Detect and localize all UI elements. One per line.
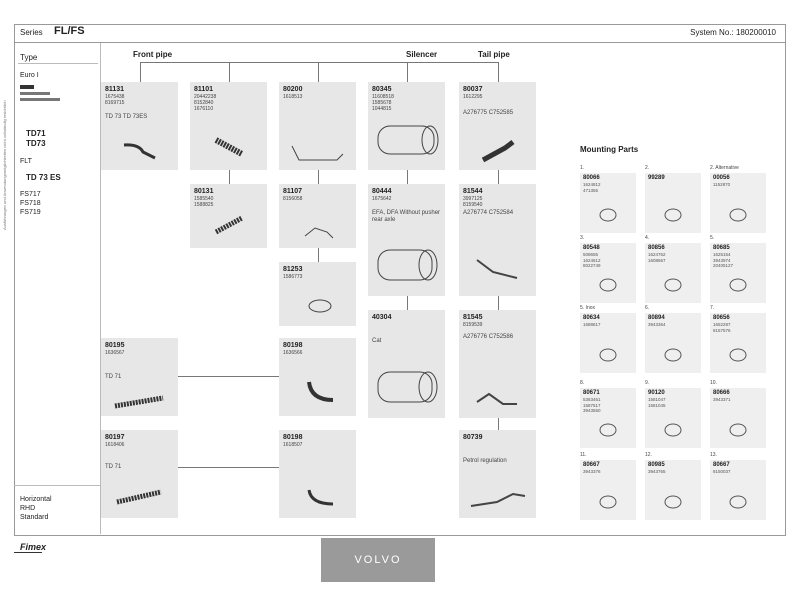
part-number: 80200 [283,86,303,93]
mounting-part-number: 80066 [583,175,600,181]
part-note: A276775 C752585 [463,110,514,116]
part-card-81253[interactable] [279,262,356,326]
part-card-81107[interactable] [279,184,356,248]
part-codes: 1585540 1588825 [194,196,214,208]
mounting-part-codes: 3943364 [648,322,666,327]
catalyst-icon [372,362,442,414]
part-note: TD 71 [105,374,122,380]
brand-label: VOLVO [321,538,435,582]
mounting-part-number: 80667 [713,462,730,468]
part-codes: 1618513 [283,94,303,100]
part-card-81131[interactable] [101,82,178,170]
part-note: Petrol regulation [463,458,507,464]
part-card-40304[interactable] [368,310,445,418]
mounting-part-icon [726,275,750,295]
bent-pipe-icon [303,378,339,406]
front-pipe-heading: Front pipe [133,50,173,59]
part-codes: 8159539 [463,322,483,328]
mounting-part-icon [661,492,685,512]
mounting-item-number: 13. [710,452,717,458]
orientation-label: Horizontal [20,496,52,503]
mounting-part-codes: 1652287 8157576 [713,322,731,333]
mounting-parts-title: Mounting Parts [580,145,639,154]
mounting-item-number: 2. [645,165,650,171]
part-note: A276774 C752584 [463,210,514,216]
mounting-part-card[interactable] [710,452,766,520]
part-note: TD 71 [105,464,122,470]
part-number: 80345 [372,86,392,93]
part-card-80197[interactable] [101,430,178,518]
mounting-part-icon [596,345,620,365]
part-codes: 1586773 [283,274,303,280]
part-number: 81131 [105,86,125,93]
mounting-item-number: 9. [645,380,650,386]
part-number: 80198 [283,342,303,349]
mounting-part-number: 00056 [713,175,730,181]
tail-pipe-icon [467,486,529,512]
part-number: 80131 [194,188,214,195]
mounting-part-codes: 1625154 3943974 20405127 [713,252,734,268]
mounting-item-number: 7. [710,305,715,311]
mounting-part-card[interactable] [645,452,701,520]
mounting-part-icon [661,345,685,365]
mounting-part-number: 80894 [648,315,665,321]
mounting-part-number: 80671 [583,390,600,396]
divider [18,63,98,64]
mounting-part-codes: 1152870 [713,182,731,187]
flex-pipe-icon [212,212,252,238]
mounting-part-codes: 5363461 1587517 3943550 [583,397,601,413]
mounting-part-icon [726,205,750,225]
mounting-part-codes: 1581047 1581045 [648,397,666,408]
part-codes: 20442238 8152840 1676110 [194,94,217,112]
part-number: 80037 [463,86,483,93]
flt-label: FLT [20,158,32,165]
part-codes: 3997125 8159540 [463,196,483,208]
connector-line [140,62,498,63]
mounting-part-card[interactable] [580,452,636,520]
silencer-icon [372,114,442,164]
mounting-part-icon [596,205,620,225]
part-card-80444[interactable] [368,184,445,296]
connector-line [229,170,230,184]
mounting-part-card[interactable] [710,380,766,448]
connector-line [178,376,280,377]
part-number: 80197 [105,434,125,441]
part-card-80198-b[interactable] [279,430,356,518]
mounting-item-number: 5. Inox [580,305,596,311]
part-codes: 1618406 [105,442,125,448]
mounting-part-number: 80666 [713,390,730,396]
part-number: 80739 [463,434,483,441]
part-note: Cat [372,338,382,344]
mounting-part-codes: 8150037 [713,469,731,474]
part-codes: 1636567 [105,350,125,356]
mounting-part-icon [596,420,620,440]
bent-pipe-icon [303,486,339,510]
part-codes: 1675438 8169715 [105,94,125,106]
mounting-item-number: 10. [710,380,717,386]
td71-label: TD71 [26,129,46,138]
silencer-icon [372,240,442,292]
flex-pipe-icon [113,486,165,508]
mounting-item-number: 2. Alternative [710,165,739,171]
part-note: EFA, DFA Without pusher rear axle [372,210,441,223]
part-note: TD 73 TD 73ES [105,114,148,120]
part-number: 80195 [105,342,125,349]
mounting-part-icon [726,420,750,440]
mounting-part-codes: 3943371 [713,397,731,402]
mounting-part-card[interactable] [645,305,701,373]
mounting-part-codes: 508655 1624612 8022749 [583,252,601,268]
symbol-icon [20,92,50,95]
mounting-part-number: 80548 [583,245,600,251]
mounting-part-card[interactable] [645,380,701,448]
fs718-label: FS718 [20,200,41,207]
mounting-part-number: 80656 [713,315,730,321]
mounting-item-number: 3. [580,235,585,241]
part-codes: 1636566 [283,350,303,356]
mounting-part-card[interactable] [710,305,766,373]
mounting-part-card[interactable] [580,305,636,373]
part-note: A276776 C752586 [463,334,514,340]
part-number: 81253 [283,266,303,273]
mounting-part-number: 80685 [713,245,730,251]
part-card-80739[interactable] [459,430,536,518]
flex-pipe-icon [212,134,248,160]
part-card-80195[interactable] [101,338,178,416]
mounting-part-card[interactable] [710,165,766,233]
euro-label: Euro I [20,72,39,79]
mounting-item-number: 4. [645,235,650,241]
connector-line [407,62,408,82]
part-card-80037[interactable] [459,82,536,170]
mounting-part-card[interactable] [580,165,636,233]
tail-pipe-heading: Tail pipe [478,50,510,59]
mounting-part-codes: 1624762 1608567 [648,252,666,263]
mounting-part-icon [596,275,620,295]
part-number: 81107 [283,188,303,195]
part-card-81545[interactable] [459,310,536,418]
part-card-81101[interactable] [190,82,267,170]
tail-pipe-icon [473,386,523,412]
part-number: 40304 [372,314,392,321]
mounting-part-codes: 3943376 [583,469,601,474]
td73-label: TD73 [26,139,46,148]
mounting-part-codes: 1624812 471355 [583,182,601,193]
fs719-label: FS719 [20,209,41,216]
type-label: Type [20,53,38,62]
part-codes: 8156058 [283,196,303,202]
clamp-icon [305,296,335,316]
mounting-item-number: 11. [580,452,587,458]
bracket-icon [299,222,339,242]
mounting-part-icon [726,345,750,365]
logo-underline [14,552,42,553]
system-number: System No.: 180200010 [690,28,776,37]
connector-line [498,418,499,430]
series-label: Series [20,28,43,37]
divider [14,485,100,486]
connector-line [178,467,280,468]
connector-line [140,62,141,82]
connector-line [318,248,319,262]
connector-line [498,296,499,310]
part-number: 81545 [463,314,483,321]
mounting-part-number: 80856 [648,245,665,251]
part-codes: 11608518 1585678 1044815 [372,94,394,112]
mounting-part-number: 99289 [648,175,665,181]
mounting-part-icon [661,205,685,225]
mounting-part-card[interactable] [580,380,636,448]
part-card-81544[interactable] [459,184,536,296]
series-value: FL/FS [54,25,85,37]
pipe-icon [289,142,347,166]
part-number: 81544 [463,188,483,195]
drive-label: RHD [20,505,36,512]
mounting-part-number: 80667 [583,462,600,468]
mounting-part-number: 90120 [648,390,665,396]
part-codes: 1675642 [372,196,392,202]
symbol-icon [20,98,60,101]
mounting-part-codes: 3943765 [648,469,666,474]
part-codes: 1612295 [463,94,483,100]
mounting-part-icon [596,492,620,512]
symbol-icons [20,85,68,107]
tail-pipe-icon [473,254,523,284]
mounting-part-icon [661,420,685,440]
vertical-note: Ausführungen und Anwendungsmöglichkeiten nicht vollständig ersichtlich [2,100,7,230]
bent-pipe-icon [121,140,161,162]
connector-line [318,62,319,82]
tail-pipe-icon [479,138,519,164]
mounting-item-number: 8. [580,380,585,386]
mounting-part-icon [661,275,685,295]
connector-line [407,170,408,184]
fimex-logo: Fimex [20,542,47,552]
connector-line [498,170,499,184]
connector-line [407,296,408,310]
header-divider [14,42,786,43]
silencer-heading: Silencer [406,50,438,59]
mounting-part-card[interactable] [645,165,701,233]
standard-label: Standard [20,514,49,521]
mounting-part-card[interactable] [645,235,701,303]
part-card-80131[interactable] [190,184,267,248]
mounting-part-codes: 1588617 [583,322,601,327]
connector-line [229,62,230,82]
flex-pipe-icon [111,392,167,412]
fs717-label: FS717 [20,191,41,198]
part-codes: 1618507 [283,442,303,448]
part-number: 81101 [194,86,214,93]
mounting-part-number: 80634 [583,315,600,321]
part-card-80200[interactable] [279,82,356,170]
part-number: 80444 [372,188,392,195]
connector-line [498,62,499,82]
mounting-part-card[interactable] [580,235,636,303]
type-sidebar [14,43,101,534]
part-card-80198-a[interactable] [279,338,356,416]
symbol-icon [20,85,34,89]
part-card-80345[interactable] [368,82,445,170]
mounting-item-number: 1. [580,165,585,171]
connector-line [318,170,319,184]
part-number: 80198 [283,434,303,441]
mounting-part-icon [726,492,750,512]
td73es-label: TD 73 ES [26,173,61,182]
mounting-part-number: 80985 [648,462,665,468]
mounting-item-number: 12. [645,452,652,458]
mounting-item-number: 6. [645,305,650,311]
mounting-item-number: 5. [710,235,715,241]
mounting-part-card[interactable] [710,235,766,303]
